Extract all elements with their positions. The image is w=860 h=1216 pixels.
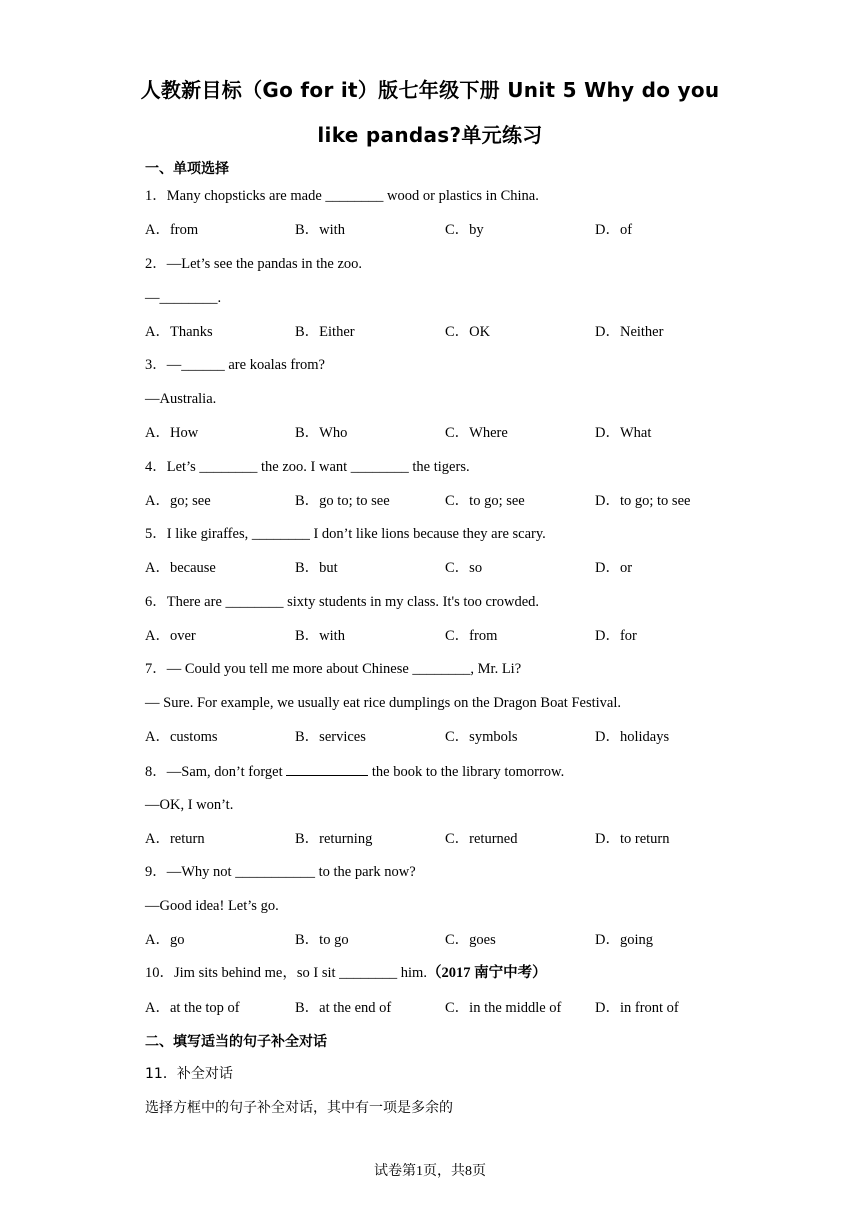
option-d: D．Neither [595, 324, 664, 340]
question-5-stem: 5．I like giraffes, ________ I don’t like lions because they are scary. [145, 526, 546, 542]
option-a: A．go [145, 932, 185, 948]
option-c: C．Where [445, 425, 508, 441]
question-9-reply: —Good idea! Let’s go. [145, 898, 279, 914]
option-d: D．holidays [595, 729, 670, 745]
question-7-stem: 7．— Could you tell me more about Chinese ________, Mr. Li? [145, 661, 522, 677]
question-11-instruction: 选择方框中的句子补全对话，其中有一项是多余的 [145, 1100, 453, 1116]
question-8-stem-start: 8．—Sam, don’t forget [145, 764, 287, 780]
option-a: A．go; see [145, 493, 211, 509]
option-d: D．going [595, 932, 653, 948]
question-6-options [145, 626, 765, 646]
option-b: B．returning [295, 831, 373, 847]
section-heading-single-choice: 一、单项选择 [145, 161, 229, 177]
option-b: B．at the end of [295, 1000, 392, 1016]
option-b: B．to go [295, 932, 349, 948]
section-heading-dialogue: 二、填写适当的句子补全对话 [145, 1034, 327, 1050]
option-c: C．returned [445, 831, 518, 847]
question-2-stem: 2．—Let’s see the pandas in the zoo. [145, 256, 363, 272]
question-9-stem: 9．—Why not ___________ to the park now? [145, 864, 416, 880]
page-footer: 试卷第1页，共8页 [374, 1164, 486, 1179]
question-8-stem-end: the book to the library tomorrow. [368, 764, 565, 780]
question-2-options [145, 322, 765, 342]
option-b: B．services [295, 729, 366, 745]
option-d: D．What [595, 425, 652, 441]
question-6-stem: 6．There are ________ sixty students in my class. It's too crowded. [145, 594, 540, 610]
question-7-reply: — Sure. For example, we usually eat rice dumplings on the Dragon Boat Festival. [145, 695, 621, 711]
question-10-source: （2017 南宁中考） [426, 965, 547, 981]
question-4-stem: 4．Let’s ________ the zoo. I want ________ the tigers. [145, 459, 470, 475]
question-10-stem-text: 10．Jim sits behind me，so I sit ________ him. [145, 965, 427, 981]
question-9-options [145, 930, 765, 950]
question-10-stem [145, 963, 547, 983]
option-c: C．from [445, 628, 498, 644]
question-10-options [145, 998, 765, 1018]
question-4-options [145, 491, 765, 511]
page-title-line-1: 人教新目标（Go for it）版七年级下册 Unit 5 Why do you [140, 78, 720, 102]
option-c: C．OK [445, 324, 491, 340]
option-b: B．Either [295, 324, 355, 340]
option-b: B．with [295, 222, 345, 238]
option-d: D．or [595, 560, 633, 576]
option-a: A．Thanks [145, 324, 213, 340]
question-1-stem: 1．Many chopsticks are made ________ wood or plastics in China. [145, 188, 539, 204]
option-d: D．in front of [595, 1000, 679, 1016]
question-5-options [145, 558, 765, 578]
question-1-options [145, 220, 765, 240]
option-a: A．over [145, 628, 196, 644]
question-11-label: 11．补全对话 [145, 1066, 233, 1082]
option-a: A．at the top of [145, 1000, 240, 1016]
question-3-reply: —Australia. [145, 391, 217, 407]
option-a: A．How [145, 425, 199, 441]
option-a: A．return [145, 831, 205, 847]
answer-blank [286, 761, 368, 776]
question-8-reply: —OK, I won’t. [145, 797, 234, 813]
option-c: C．goes [445, 932, 496, 948]
option-d: D．to return [595, 831, 670, 847]
option-b: B．go to; to see [295, 493, 390, 509]
option-d: D．for [595, 628, 637, 644]
option-c: C．by [445, 222, 484, 238]
option-a: A．customs [145, 729, 218, 745]
question-3-options [145, 423, 765, 443]
option-c: C．to go; see [445, 493, 525, 509]
page-title-line-2: like pandas?单元练习 [317, 123, 543, 147]
question-7-options [145, 727, 765, 747]
option-c: C．symbols [445, 729, 518, 745]
question-3-stem: 3．—______ are koalas from? [145, 357, 325, 373]
option-c: C．in the middle of [445, 1000, 562, 1016]
option-a: A．from [145, 222, 199, 238]
question-8-options [145, 829, 765, 849]
option-a: A．because [145, 560, 216, 576]
option-c: C．so [445, 560, 483, 576]
question-2-reply: —________. [145, 290, 222, 306]
option-b: B．but [295, 560, 338, 576]
option-b: B．Who [295, 425, 348, 441]
question-8-stem [145, 761, 564, 782]
option-d: D．of [595, 222, 633, 238]
option-d: D．to go; to see [595, 493, 691, 509]
option-b: B．with [295, 628, 345, 644]
